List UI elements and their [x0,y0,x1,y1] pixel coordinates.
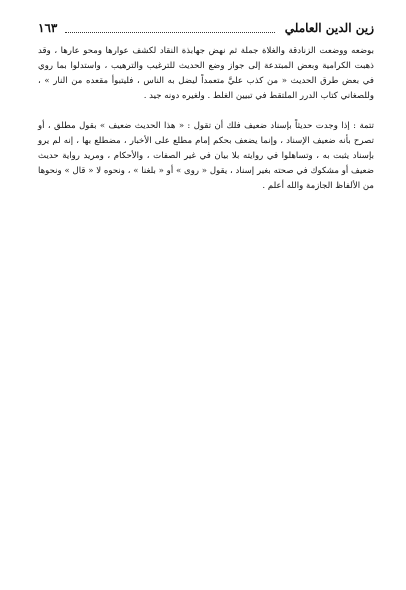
dotted-leader [65,24,274,33]
body-paragraph: بوضعه ووضعت الزنادقة والغلاة جملة ثم نهض جهابذة النقاد لكشف عوارها ومحو عارها ، وقد ذهبت الكرامية وبعض المبتدعة إلى جواز وضع الحديث للترغيب والترهيب ، واستدلوا بما روي في بعض طرق الحديث « من كذب عليَّ متعمداً ليضل به الناس ، فليتبوأ مقعده من النار » ، وللصغاني كتاب الدرر الملتقط في تبيين الغلط . ولغيره دونه جيد . [38,46,374,101]
page-number: ١٦٣ [38,21,58,35]
page-body [38,44,374,194]
page-header [38,18,374,38]
running-title: زين الدين العاملي [284,21,374,35]
body-paragraph-note: تتمة : إذا وجدت حديثاً بإسناد ضعيف فلك أن تقول : « هذا الحديث ضعيف » بقول مطلق ، أو تصرح بأنه ضعيف الإسناد ، وإنما يضعف بحكم إمام مطلع على الأخبار ، مضطلع بها ، إنه لم يرو بإسناد يثبت به ، وتساهلوا في روايته بلا بيان في غير الصفات ، والأحكام ، ومريد رواية حديث ضعيف أو مشكوك في صحته بغير إسناد ، يقول « روى » أو « بلغنا » ، ونحوه لا « قال » ونحوها من الألفاظ الجازمة والله أعلم . [38,121,374,191]
